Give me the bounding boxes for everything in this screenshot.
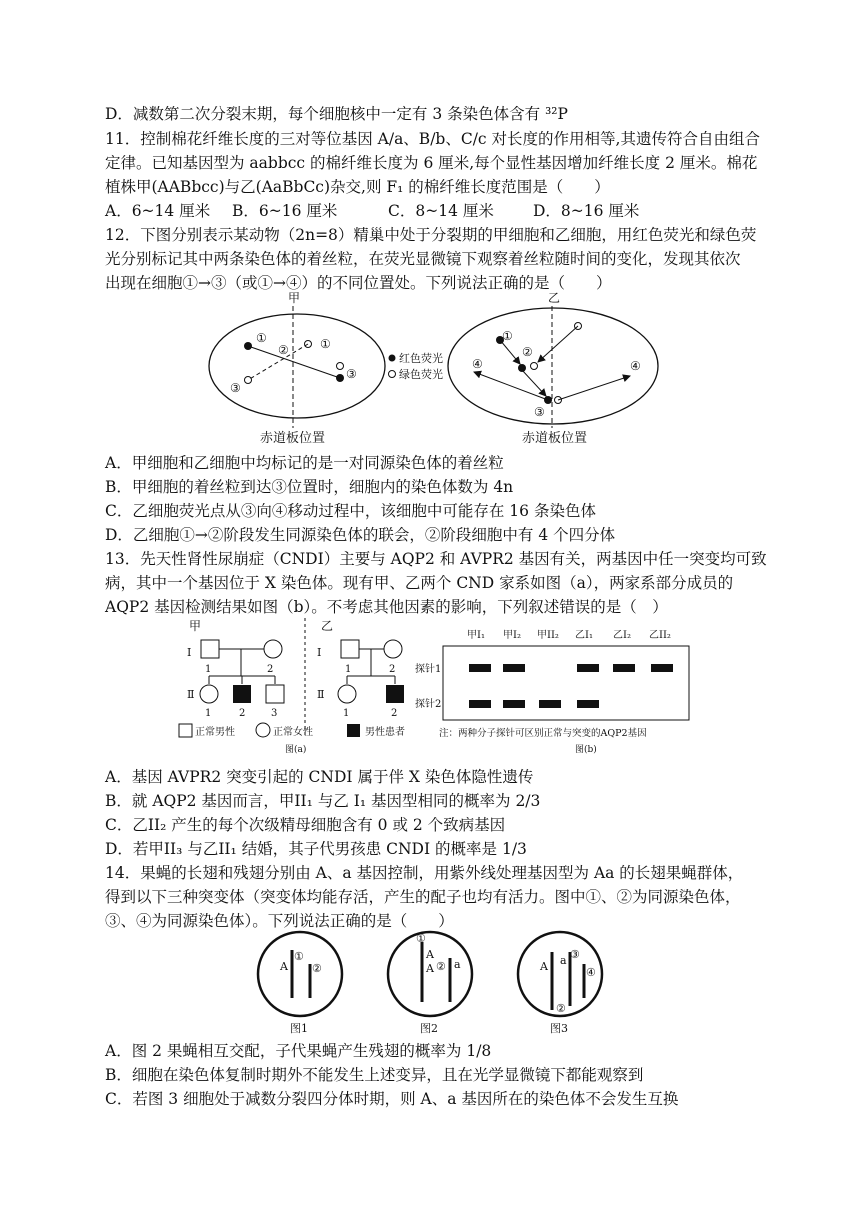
- q12-option-b: B．甲细胞的着丝粒到达③位置时，细胞内的染色体数为 4n: [105, 478, 514, 496]
- pedigree-normal-female: [384, 640, 402, 658]
- gel-band: [503, 700, 525, 708]
- pedigree-normal-female: [338, 685, 356, 703]
- q12-option-d: D．乙细胞①→②阶段发生同源染色体的联会，②阶段细胞中有 4 个四分体: [105, 526, 616, 544]
- q14-option-a: A．图 2 果蝇相互交配，子代果蝇产生残翅的概率为 1/8: [105, 1042, 492, 1060]
- legend-red-label: 红色荧光: [399, 352, 443, 365]
- svg-text:2: 2: [267, 664, 274, 675]
- q13-stem-line-3: AQP2 基因检测结果如图（b）。不考虑其他因素的影响，下列叙述错误的是（ ）: [105, 598, 668, 616]
- q13-option-c: C．乙II₂ 产生的每个次级精母细胞含有 0 或 2 个致病基因: [105, 816, 506, 834]
- svg-text:1: 1: [205, 708, 212, 719]
- svg-text:③: ③: [346, 367, 357, 381]
- q12-option-c: C．乙细胞荧光点从③向④移动过程中，该细胞中可能存在 16 条染色体: [105, 502, 596, 520]
- pedigree-normal-female: [200, 685, 218, 703]
- caption-fig3: 图3: [550, 1022, 568, 1035]
- q13-figure: [175, 618, 705, 758]
- svg-text:1: 1: [343, 708, 350, 719]
- q13-option-d: D．若甲II₃ 与乙II₁ 结婚，其子代男孩患 CNDI 的概率是 1/3: [105, 840, 527, 858]
- svg-text:①: ①: [416, 932, 426, 945]
- svg-text:A: A: [280, 960, 288, 973]
- svg-text:甲: 甲: [189, 619, 202, 633]
- q11-stem-line-1: 11．控制棉花纤维长度的三对等位基因 A/a、B/b、C/c 对长度的作用相等,其遗传符合自由组合: [105, 130, 760, 148]
- q13-stem-line-2: 病，其中一个基因位于 X 染色体。现有甲、乙两个 CND 家系如图（a），两家系部分成员的: [105, 574, 734, 592]
- svg-text:②: ②: [522, 345, 533, 359]
- svg-text:1: 1: [345, 664, 352, 675]
- q12-stem-line-1: 12．下图分别表示某动物（2n=8）精巢中处于分裂期的甲细胞和乙细胞，用红色荧光和绿色荧: [105, 226, 757, 244]
- svg-text:①: ①: [256, 331, 267, 345]
- pedigree-normal-male: [201, 640, 219, 658]
- svg-text:正常男性: 正常男性: [195, 727, 235, 738]
- pedigree-normal-male: [266, 685, 284, 703]
- svg-text:④: ④: [586, 966, 596, 979]
- gel-box: [443, 646, 689, 720]
- pedigree-male-patient: [386, 685, 404, 703]
- cell-jia: [209, 314, 385, 418]
- svg-text:甲I₁: 甲I₁: [467, 630, 485, 641]
- svg-text:乙I₁: 乙I₁: [575, 630, 593, 641]
- svg-text:图(a): 图(a): [285, 745, 307, 755]
- gel-band: [577, 664, 599, 672]
- q13-option-b: B．就 AQP2 基因而言，甲II₁ 与乙 I₁ 基因型相同的概率为 2/3: [105, 792, 541, 810]
- pedigree-normal-female: [264, 640, 282, 658]
- svg-text:②: ②: [278, 343, 289, 357]
- q11-option-d: D．8~16 厘米: [533, 202, 640, 220]
- pedigree-normal-male: [341, 640, 359, 658]
- svg-text:乙: 乙: [321, 619, 334, 633]
- svg-text:②: ②: [556, 1002, 566, 1015]
- svg-text:探针1: 探针1: [415, 664, 442, 675]
- svg-text:a: a: [560, 954, 567, 967]
- q10-option-d: D．减数第二次分裂末期，每个细胞核中一定有 3 条染色体含有 ³²P: [105, 105, 568, 123]
- q14-stem-line-1: 14．果蝇的长翅和残翅分别由 A、a 基因控制，用紫外线处理基因型为 Aa 的长翅果蝇群体，: [105, 864, 744, 882]
- q14-option-b: B．细胞在染色体复制时期外不能发生上述变异，且在光学显微镜下都能观察到: [105, 1066, 644, 1084]
- svg-text:Ⅱ: Ⅱ: [187, 688, 195, 701]
- svg-text:2: 2: [239, 708, 246, 719]
- svg-text:探针2: 探针2: [415, 699, 442, 710]
- q11-option-a: A．6~14 厘米: [105, 202, 211, 220]
- svg-text:正常女性: 正常女性: [273, 727, 313, 738]
- svg-text:③: ③: [230, 381, 241, 395]
- yi-label: 乙: [548, 291, 561, 305]
- svg-text:Ⅰ: Ⅰ: [187, 646, 192, 659]
- svg-text:男性患者: 男性患者: [365, 727, 405, 738]
- q11-option-c: C．8~14 厘米: [388, 202, 494, 220]
- svg-text:1: 1: [205, 664, 212, 675]
- svg-text:乙I₂: 乙I₂: [613, 630, 631, 641]
- q14-stem-line-2: 得到以下三种突变体（突变体均能存活，产生的配子也均有活力。图中①、②为同源染色体，: [105, 888, 741, 906]
- gel-band: [577, 700, 599, 708]
- svg-text:④: ④: [472, 357, 483, 371]
- gel-band: [539, 700, 561, 708]
- svg-text:2: 2: [391, 708, 398, 719]
- svg-text:图(b): 图(b): [575, 745, 597, 755]
- caption-fig2: 图2: [420, 1022, 438, 1035]
- svg-text:③: ③: [570, 948, 580, 961]
- svg-text:乙II₂: 乙II₂: [649, 630, 671, 641]
- q12-option-a: A．甲细胞和乙细胞中均标记的是一对同源染色体的着丝粒: [105, 454, 504, 472]
- q12-figure: [200, 288, 670, 448]
- gel-band: [469, 700, 491, 708]
- svg-text:①: ①: [294, 950, 304, 963]
- cell-fig1: [258, 932, 342, 1016]
- green-dot: [337, 363, 344, 370]
- q12-stem-line-3: 出现在细胞①→③（或①→④）的不同位置处。下列说法正确的是（ ）: [105, 274, 612, 292]
- jia-label: 甲: [288, 291, 301, 305]
- svg-text:④: ④: [630, 359, 641, 373]
- svg-text:①: ①: [502, 329, 513, 343]
- svg-text:①: ①: [320, 337, 331, 351]
- q11-stem-line-3: 植株甲(AABbcc)与乙(AaBbCc)杂交,则 F₁ 的棉纤维长度范围是（ ）: [105, 178, 610, 196]
- svg-text:A: A: [426, 962, 434, 975]
- q14-stem-line-3: ③、④为同源染色体）。下列说法正确的是（ ）: [105, 912, 454, 930]
- q14-option-c: C．若图 3 细胞处于减数分裂四分体时期，则 A、a 基因所在的染色体不会发生互换: [105, 1090, 679, 1108]
- q13-option-a: A．基因 AVPR2 突变引起的 CNDI 属于伴 X 染色体隐性遗传: [105, 768, 534, 786]
- caption-jia: 赤道板位置: [260, 431, 326, 446]
- svg-text:②: ②: [312, 962, 322, 975]
- legend-green-dot: [389, 371, 396, 378]
- svg-text:Ⅱ: Ⅱ: [317, 688, 325, 701]
- green-dot: [531, 363, 538, 370]
- gel-band: [651, 664, 673, 672]
- svg-text:a: a: [454, 958, 461, 971]
- q12-stem-line-2: 光分别标记其中两条染色体的着丝粒，在荧光显微镜下观察着丝粒随时间的变化，发现其依次: [105, 250, 741, 268]
- legend-green-label: 绿色荧光: [399, 368, 443, 381]
- gel-band: [503, 664, 525, 672]
- svg-text:甲I₂: 甲I₂: [503, 630, 521, 641]
- svg-text:2: 2: [389, 664, 396, 675]
- svg-text:③: ③: [534, 405, 545, 419]
- svg-text:②: ②: [436, 960, 446, 973]
- legend-red-dot: [389, 355, 396, 362]
- svg-text:A: A: [540, 960, 548, 973]
- svg-text:A: A: [426, 948, 434, 961]
- q11-stem-line-2: 定律。已知基因型为 aabbcc 的棉纤维长度为 6 厘米,每个显性基因增加纤维长度 2 厘米。棉花: [105, 154, 758, 172]
- pedigree-male-patient: [233, 685, 251, 703]
- q13-stem-line-1: 13．先天性肾性尿崩症（CNDI）主要与 AQP2 和 AVPR2 基因有关，两基因中任一突变均可致: [105, 550, 767, 568]
- q11-option-b: B．6~16 厘米: [232, 202, 338, 220]
- svg-text:3: 3: [271, 708, 278, 719]
- red-dot: [518, 364, 526, 372]
- gel-band: [469, 664, 491, 672]
- gel-band: [613, 664, 635, 672]
- svg-text:注：两种分子探针可区别正常与突变的AQP2基因: 注：两种分子探针可区别正常与突变的AQP2基因: [439, 728, 647, 739]
- caption-yi: 赤道板位置: [522, 431, 588, 446]
- svg-text:Ⅰ: Ⅰ: [317, 646, 322, 659]
- svg-text:甲II₂: 甲II₂: [537, 630, 559, 641]
- caption-fig1: 图1: [290, 1022, 308, 1035]
- q14-figure: [240, 928, 620, 1036]
